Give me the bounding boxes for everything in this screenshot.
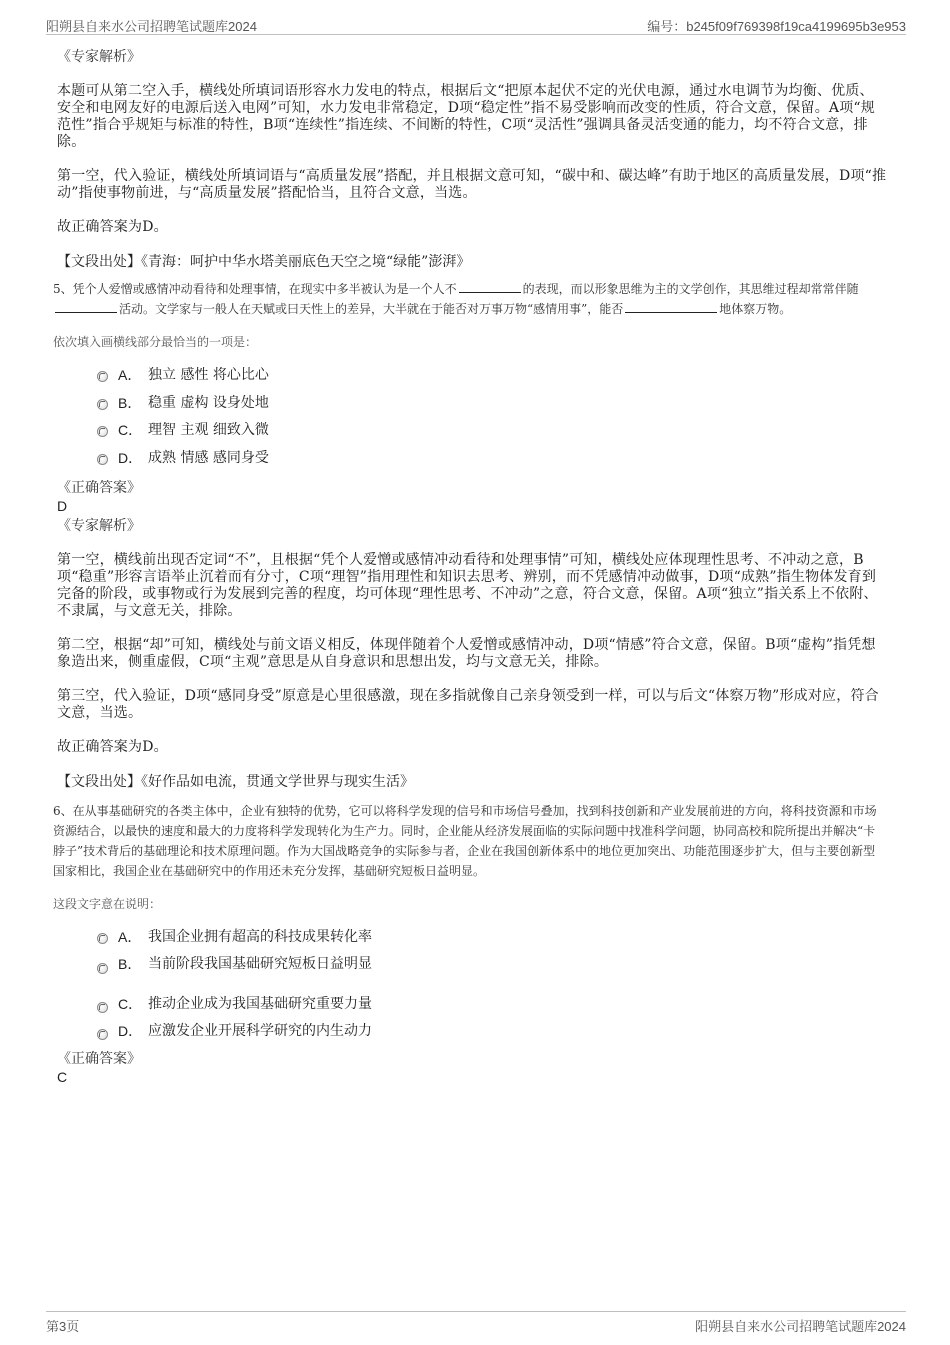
q6-stem: 6、在从事基础研究的各类主体中，企业有独特的优势，它可以将科学发现的信号和市场信号叠加，找到科技创新和产业发展前进的方向，将科技资源和市场资源结合，以最快的速度和最大的力度将科学发现转化为生产力。同时，企业能从经济发展面临的实际问题中找准科学问题，协同高校和院所提出并解决“卡脖子”技术背后的基础理论和技术原理问题。作为大国战略竞争的实际参与者，企业在我国创新体系中的地位更加突出、功能范围逐步扩大，但与主要创新型国家相比，我国企业在基础研究中的作用还未充分发挥，基础研究短板日益明显。	[53, 803, 877, 878]
q5-options	[57, 364, 887, 469]
q5-option-a[interactable]: A． 独立 感性 将心比心	[97, 364, 887, 386]
radio-icon[interactable]	[97, 1029, 108, 1040]
q4-analysis-para-3: 故正确答案为D。	[57, 219, 168, 235]
q4-source: 【文段出处】《青海：呵护中华水塔美丽底色天空之境“绿能”澎湃》	[57, 254, 471, 270]
page-header	[46, 12, 906, 35]
page-number: 第3页	[46, 1319, 80, 1334]
q5-blank-3	[625, 300, 717, 313]
q5-analysis-para-3: 第三空，代入验证，D项“感同身受”原意是心里很感激，现在多指就像自己亲身领受到一样，可以与后文“体察万物”形成对应，符合文意，当选。	[57, 687, 879, 721]
page-content	[53, 44, 887, 1086]
radio-icon[interactable]	[97, 933, 108, 944]
q5-stem-part-1: 5、凭个人爱憎或感情冲动看待和处理事情，在现实中多半被认为是一个人不	[53, 282, 457, 296]
q5-option-d[interactable]: D． 成熟 情感 感同身受	[97, 447, 887, 469]
q5-answer: D	[57, 497, 68, 514]
q5-stem-part-2: 的表现，而以形象思维为主的文学创作，其思维过程却常常伴随	[522, 282, 859, 296]
q6-option-b[interactable]: B． 当前阶段我国基础研究短板日益明显	[97, 953, 887, 975]
q5-source: 【文段出处】《好作品如电流，贯通文学世界与现实生活》	[57, 773, 414, 790]
q5-blank-1	[459, 280, 521, 293]
radio-icon[interactable]	[97, 963, 108, 974]
q6-answer-label: 《正确答案》	[57, 1050, 141, 1067]
q4-analysis-para-2: 第一空，代入验证，横线处所填词语与“高质量发展”搭配，并且根据文意可知，“碳中和、碳达峰”有助于地区的高质量发展，D项“推动”指使事物前进，与“高质量发展”搭配恰当，且符合文意，当选。	[57, 168, 887, 201]
q5-analysis-para-2: 第二空，根据“却”可知，横线处与前文语义相反，体现伴随着个人爱憎或感情冲动，D项“情感”符合文意，保留。B项“虚构”指凭想象造出来，侧重虚假，C项“主观”意思是从自身意识和思想出发，均与文意无关，排除。	[57, 636, 876, 670]
radio-icon[interactable]	[97, 1002, 108, 1013]
header-doc-id: 编号：b245f09f769398f19ca4199695b3e953	[647, 19, 906, 34]
q6-option-d[interactable]: D． 应激发企业开展科学研究的内生动力	[97, 1020, 887, 1042]
q5-option-c[interactable]: C． 理智 主观 细致入微	[97, 419, 887, 441]
q6-answer: C	[57, 1068, 68, 1085]
q4-analysis-para-1: 本题可从第二空入手，横线处所填词语形容水力发电的特点，根据后文“把原本起伏不定的光伏电源，通过水电调节为均衡、优质、安全和电网友好的电源后送入电网”可知，水力发电非常稳定，D项“稳定性”指不易受影响而改变的性质，符合文意，保留。A项“规范性”指合乎规矩与标准的特性，B项“连续性”指连续、不间断的特性，C项“灵活性”强调具备灵活变通的能力，均不符合文意，排除。	[57, 83, 875, 150]
q5-analysis-para-1: 第一空，横线前出现否定词“不”，且根据“凭个人爱憎或感情冲动看待和处理事情”可知，横线处应体现理性思考、不冲动之意，B项“稳重”形容言语举止沉着而有分寸，C项“理智”指用理性和知识去思考、辨别，而不凭感情冲动做事，D项“成熟”指生物体发育到完备的阶段，或事物或行为发展到完善的程度，均可体现“理性思考、不冲动”之意，符合文意，保留。A项“独立”指关系上不依附、不隶属，与文意无关，排除。	[57, 551, 878, 619]
page-footer	[46, 1311, 906, 1334]
q6-options	[57, 926, 887, 1042]
q4-analysis-label: 《专家解析》	[57, 49, 141, 65]
radio-icon[interactable]	[97, 426, 108, 437]
q5-analysis-label: 《专家解析》	[57, 517, 141, 534]
q5-option-b[interactable]: B． 稳重 虚构 设身处地	[97, 392, 887, 414]
q5-prompt: 依次填入画横线部分最恰当的一项是：	[53, 335, 258, 349]
q5-stem-part-3: 活动。文学家与一般人在天赋或曰天性上的差异，大半就在于能否对万事万物“感情用事”，能否	[119, 302, 624, 316]
radio-icon[interactable]	[97, 454, 108, 465]
q6-option-a[interactable]: A． 我国企业拥有超高的科技成果转化率	[97, 926, 887, 948]
q6-prompt: 这段文字意在说明：	[53, 896, 162, 911]
radio-icon[interactable]	[97, 371, 108, 382]
q5-blank-2	[55, 300, 117, 313]
q5-stem-part-4: 地体察万物。	[719, 302, 792, 316]
radio-icon[interactable]	[97, 399, 108, 410]
header-title: 阳朔县自来水公司招聘笔试题库2024	[46, 19, 257, 34]
q6-option-c[interactable]: C． 推动企业成为我国基础研究重要力量	[97, 993, 887, 1015]
q5-answer-label: 《正确答案》	[57, 479, 141, 496]
footer-title: 阳朔县自来水公司招聘笔试题库2024	[695, 1319, 906, 1334]
q5-stem	[53, 279, 887, 319]
q5-analysis-para-4: 故正确答案为D。	[57, 738, 168, 755]
